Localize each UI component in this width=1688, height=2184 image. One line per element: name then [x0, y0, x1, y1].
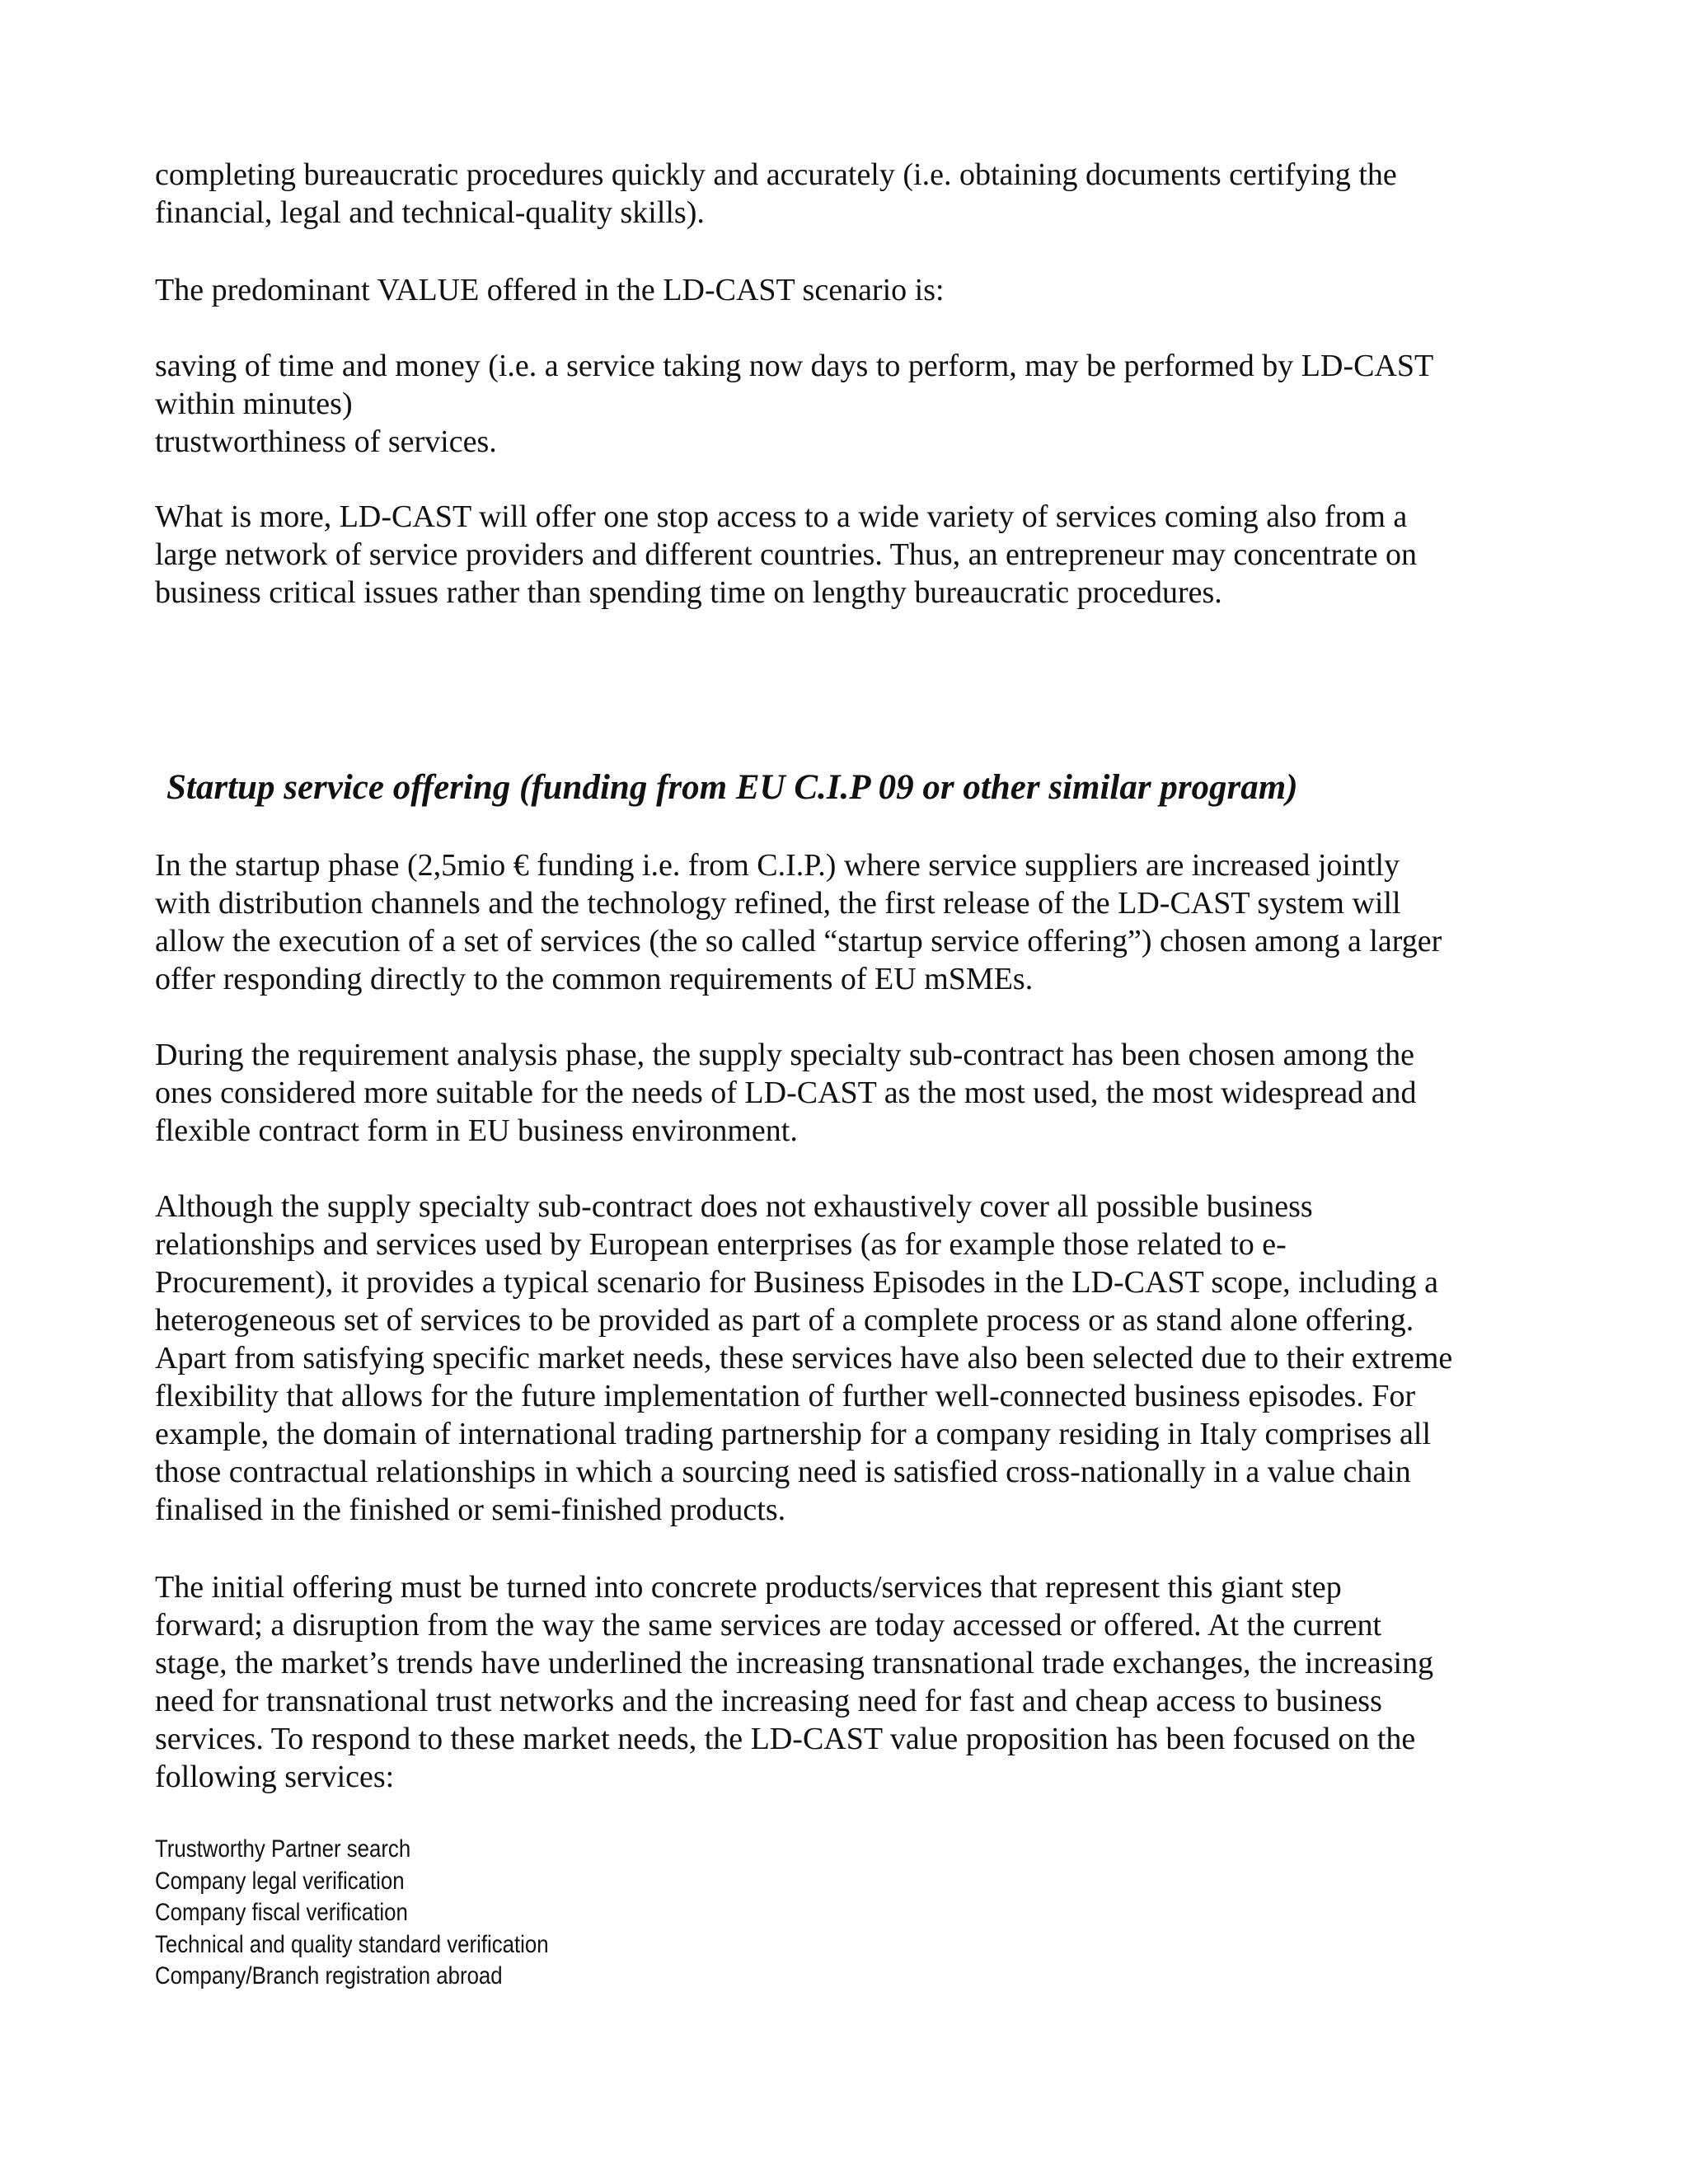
- list-item: Company fiscal verification: [155, 1899, 408, 1926]
- sub-contract-paragraph: [155, 1188, 1573, 1529]
- intro-paragraph: [155, 156, 1573, 232]
- text-line: Although the supply specialty sub-contract does not exhaustively cover all possible business: [155, 1189, 1313, 1224]
- text-line: relationships and services used by European enterprises (as for example those related to e-: [155, 1227, 1287, 1262]
- text-line: heterogeneous set of services to be provided as part of a complete process or as stand alone offering.: [155, 1303, 1414, 1338]
- text-line: flexibility that allows for the future implementation of further well-connected business episodes. For: [155, 1379, 1416, 1413]
- text-line: finalised in the finished or semi-finished products.: [155, 1493, 786, 1527]
- value-points-paragraph: [155, 347, 1573, 461]
- list-item: Company/Branch registration abroad: [155, 1962, 503, 1990]
- text-line: What is more, LD-CAST will offer one stop access to a wide variety of services coming also from a: [155, 499, 1408, 534]
- initial-offering-paragraph: [155, 1568, 1573, 1796]
- section-heading: Startup service offering (funding from EU C.I.P 09 or other similar program): [166, 768, 1298, 807]
- list-item: Technical and quality standard verification: [155, 1930, 549, 1958]
- text-line: need for transnational trust networks and the increasing need for fast and cheap access to business: [155, 1684, 1382, 1718]
- list-item: Company legal verification: [155, 1867, 405, 1895]
- text-line: those contractual relationships in which a sourcing need is satisfied cross-nationally in a value chain: [155, 1455, 1411, 1489]
- text-line: with distribution channels and the technology refined, the first release of the LD-CAST system will: [155, 886, 1401, 921]
- text-line: Procurement), it provides a typical scenario for Business Episodes in the LD-CAST scope, including a: [155, 1265, 1438, 1300]
- value-intro-paragraph: [155, 271, 1573, 309]
- service-list: [155, 1834, 549, 1993]
- text-line: stage, the market’s trends have underlined the increasing transnational trade exchanges, the increasing: [155, 1646, 1434, 1680]
- text-line: saving of time and money (i.e. a service taking now days to perform, may be performed by LD-CAST: [155, 349, 1434, 383]
- text-line: trustworthiness of services.: [155, 424, 497, 459]
- text-line: completing bureaucratic procedures quickly and accurately (i.e. obtaining documents certifying the: [155, 157, 1397, 192]
- text-line: allow the execution of a set of services (the so called “startup service offering”) chosen among a larger: [155, 924, 1442, 958]
- text-line: forward; a disruption from the way the same services are today accessed or offered. At the current: [155, 1608, 1382, 1643]
- requirement-analysis-paragraph: [155, 1036, 1573, 1150]
- text-line: The initial offering must be turned into concrete products/services that represent this giant step: [155, 1570, 1342, 1605]
- text-line: offer responding directly to the common requirements of EU mSMEs.: [155, 962, 1034, 996]
- text-line: large network of service providers and different countries. Thus, an entrepreneur may concentrate on: [155, 537, 1418, 572]
- text-line: following services:: [155, 1760, 395, 1794]
- text-line: within minutes): [155, 387, 353, 421]
- text-line: flexible contract form in EU business environment.: [155, 1113, 798, 1148]
- text-line: financial, legal and technical-quality skills).: [155, 195, 705, 230]
- text-line: Apart from satisfying specific market needs, these services have also been selected due to their extreme: [155, 1341, 1453, 1376]
- list-item: Trustworthy Partner search: [155, 1835, 411, 1863]
- text-line: example, the domain of international trading partnership for a company residing in Italy comprises all: [155, 1417, 1432, 1451]
- text-line: ones considered more suitable for the needs of LD-CAST as the most used, the most widespread and: [155, 1076, 1417, 1110]
- startup-phase-paragraph: [155, 846, 1573, 998]
- text-line: During the requirement analysis phase, the supply specialty sub-contract has been chosen among the: [155, 1038, 1414, 1072]
- one-stop-paragraph: [155, 498, 1573, 612]
- text-line: The predominant VALUE offered in the LD-CAST scenario is:: [155, 273, 945, 307]
- text-line: services. To respond to these market needs, the LD-CAST value proposition has been focused on the: [155, 1722, 1416, 1756]
- text-line: business critical issues rather than spending time on lengthy bureaucratic procedures.: [155, 575, 1222, 610]
- text-line: In the startup phase (2,5mio € funding i.e. from C.I.P.) where service suppliers are increased jointly: [155, 848, 1400, 883]
